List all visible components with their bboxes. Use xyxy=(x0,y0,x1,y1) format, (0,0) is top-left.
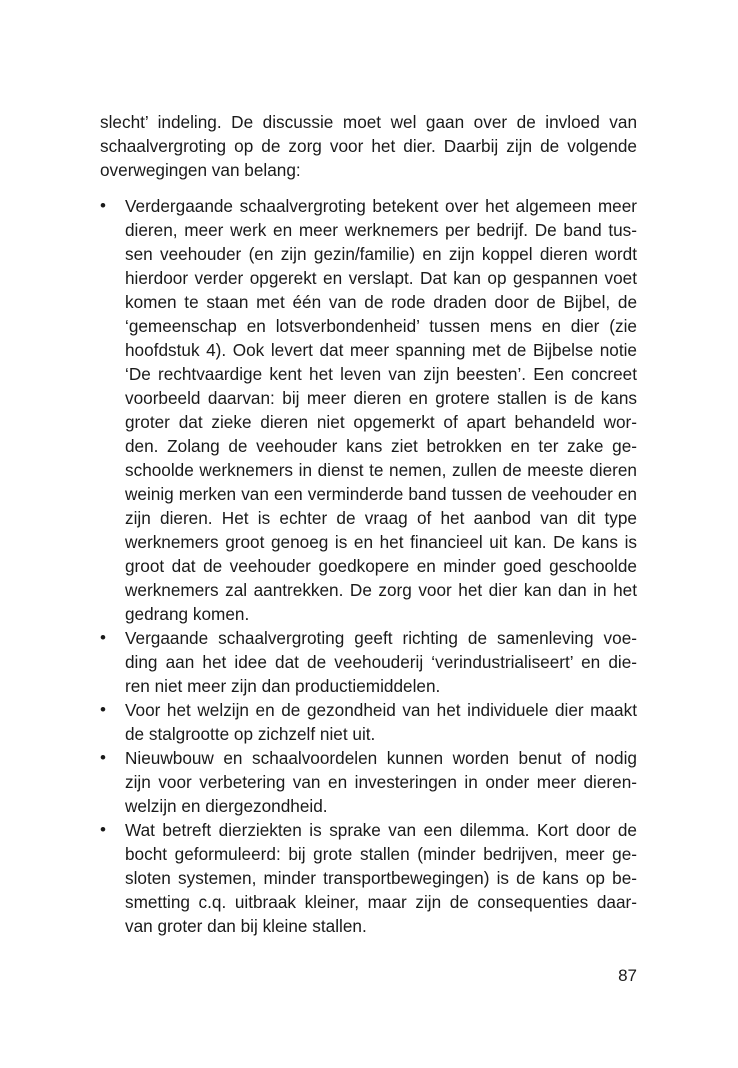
bullet-marker: • xyxy=(100,196,106,215)
text-line: ren niet meer zijn dan productiemiddelen. xyxy=(125,676,441,696)
text-line: gedrang komen. xyxy=(125,604,250,624)
text-line: slecht’ indeling. De discussie moet wel gaan over de invloed van xyxy=(100,112,637,132)
text-line: Verdergaande schaalvergroting betekent over het algemeen meer xyxy=(125,196,637,216)
text-line: sen veehouder (en zijn gezin/familie) en zijn koppel dieren wordt xyxy=(125,244,637,264)
text-line: Nieuwbouw en schaalvoordelen kunnen worden benut of nodig xyxy=(125,748,637,768)
text-line: smetting c.q. uitbraak kleiner, maar zijn de consequenties daar- xyxy=(125,892,637,912)
text-line: de stalgrootte op zichzelf niet uit. xyxy=(125,724,376,744)
text-line: Vergaande schaalvergroting geeft richting de samenleving voe- xyxy=(125,628,637,648)
text-line: den. Zolang de veehouder kans ziet betrokken en ter zake ge- xyxy=(125,436,637,456)
text-line: hierdoor verder opgerekt en verslapt. Dat kan op gespannen voet xyxy=(125,268,637,288)
text-line: Wat betreft dierziekten is sprake van een dilemma. Kort door de xyxy=(125,820,637,840)
text-line: sloten systemen, minder transportbewegingen) is de kans op be- xyxy=(125,868,637,888)
text-line: ‘gemeenschap en lotsverbondenheid’ tussen mens en dier (zie xyxy=(125,316,637,336)
text-line: komen te staan met één van de rode draden door de Bijbel, de xyxy=(125,292,637,312)
text-line: dieren, meer werk en meer werknemers per bedrijf. De band tus- xyxy=(125,220,637,240)
text-line: ‘De rechtvaardige kent het leven van zijn beesten’. Een concreet xyxy=(125,364,637,384)
text-line: werknemers groot genoeg is en het financieel uit kan. De kans is xyxy=(125,532,637,552)
text-line: schoolde werknemers in dienst te nemen, zullen de meeste dieren xyxy=(125,460,637,480)
text-line: groot dat de veehouder goedkopere en minder goed geschoolde xyxy=(125,556,637,576)
bullet-marker: • xyxy=(100,748,106,767)
text-line: zijn dieren. Het is echter de vraag of het aanbod van dit type xyxy=(125,508,637,528)
text-line: voorbeeld daarvan: bij meer dieren en grotere stallen is de kans xyxy=(125,388,637,408)
page-number: 87 xyxy=(618,966,637,985)
text-line: welzijn en diergezondheid. xyxy=(125,796,328,816)
text-line: schaalvergroting op de zorg voor het dier. Daarbij zijn de volgende xyxy=(100,136,637,156)
text-line: overwegingen van belang: xyxy=(100,160,301,180)
text-line: bocht geformuleerd: bij grote stallen (minder bedrijven, meer ge- xyxy=(125,844,637,864)
bullet-marker: • xyxy=(100,628,106,647)
text-line: hoofdstuk 4). Ook levert dat meer spanning met de Bijbelse notie xyxy=(125,340,637,360)
text-line: zijn voor verbetering van en investeringen in onder meer dieren- xyxy=(125,772,637,792)
text-line: van groter dan bij kleine stallen. xyxy=(125,916,367,936)
text-line: ding aan het idee dat de veehouderij ‘verindustrialiseert’ en die- xyxy=(125,652,637,672)
bullet-marker: • xyxy=(100,820,106,839)
bullet-marker: • xyxy=(100,700,106,719)
text-line: weinig merken van een verminderde band tussen de veehouder en xyxy=(125,484,637,504)
text-line: Voor het welzijn en de gezondheid van het individuele dier maakt xyxy=(125,700,637,720)
text-line: groter dat zieke dieren niet opgemerkt of apart behandeld wor- xyxy=(125,412,637,432)
text-line: werknemers zal aantrekken. De zorg voor het dier kan dan in het xyxy=(125,580,637,600)
